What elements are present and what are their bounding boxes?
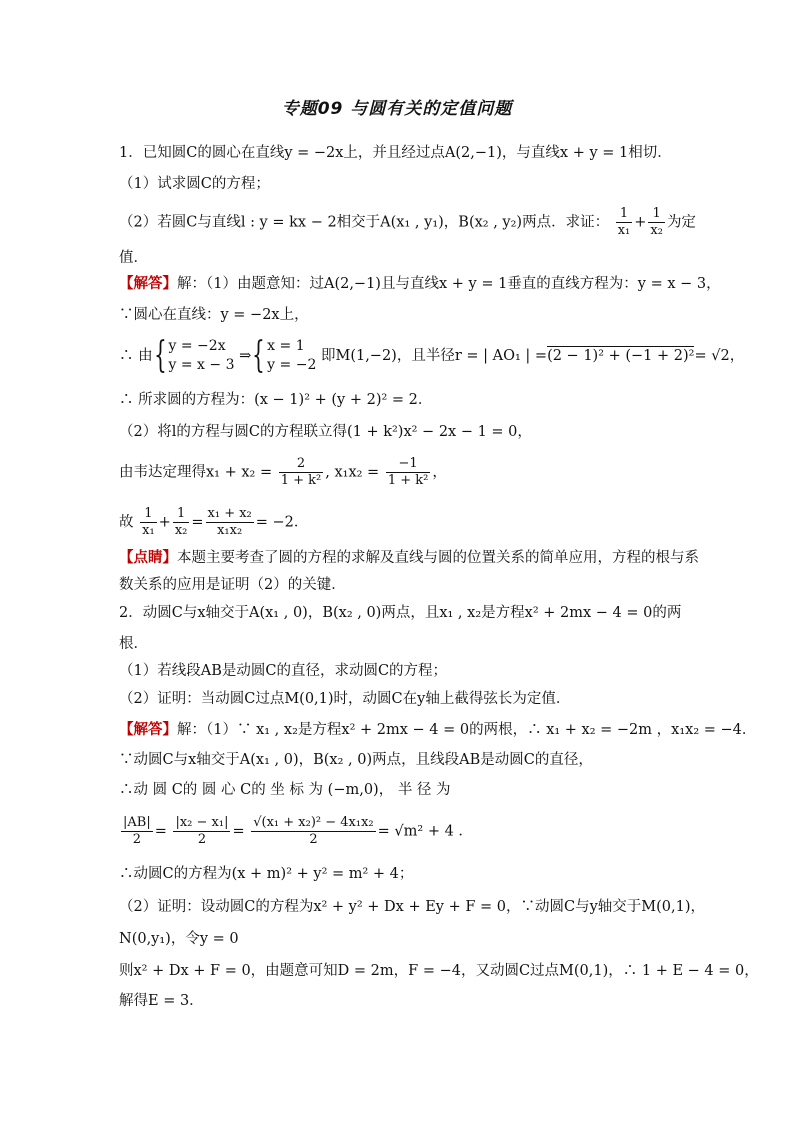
- comment-1-line-2: 数关系的应用是证明（2）的关键．: [119, 577, 346, 593]
- problem-1-part-1: （1）试求圆C的方程；: [119, 176, 270, 192]
- page-title: 专题09 与圆有关的定值问题: [281, 99, 513, 119]
- solution-1-line-1: 【解答】解：（1）由题意知：过A(2,−1)且与直线x + y = 1垂直的直线方程为：y = x − 3，: [119, 275, 721, 292]
- solution-2-radius: $\frac{|AB|}{2}$ = $\frac{\text{|x₂ − x₁|}}{2}$ = $\frac{\text{√(x₁ + x₂)² − 4x₁x₂}}{2}$ = √m² + 4 ．: [123, 815, 473, 847]
- solution-1-line-2: ∵圆心在直线：y = −2x上，: [119, 307, 309, 323]
- problem-2-part-2: （2）证明：当动圆C过点M(0,1)时，动圆C在y轴上截得弦长为定值．: [119, 691, 571, 707]
- text-line: 则x² + Dx + F = 0，由题意可知D = 2m，F = −4，又动圆C过点M(0,1)，∴ 1 + E − 4 = 0，: [119, 963, 759, 979]
- answer-tag: 【解答】: [119, 275, 177, 292]
- problem-1-part-2: （2）若圆C与直线l : y = kx − 2相交于A(x₁ , y₁)，B(x₂ , y₂)两点．求证： $\frac{1}{\text{x₁}}$ + $\frac{1}{\text{x₂}}$ 为定: [119, 206, 696, 238]
- problem-2-stem: 2．动圆C与x轴交于A(x₁ , 0)，B(x₂ , 0)两点，且x₁ , x₂是方程x² + 2mx − 4 = 0的两: [119, 605, 682, 621]
- text-line: 值．: [119, 250, 148, 266]
- text-line: N(0,y₁)，令y = 0: [119, 931, 239, 947]
- comment-tag: 【点睛】: [119, 549, 177, 566]
- solution-1-system: ∴ 由{ y = −2x y = x − 3 ⇒{ x = 1 y = −2 即M(1,−2)，且半径r = | AO₁ | =(2 − 1)² + (−1 + 2)²= √2，: [119, 335, 745, 376]
- fraction: $\frac{1}{\text{x₁}}$: [617, 206, 631, 238]
- solution-2-line-2: ∵动圆C与x轴交于A(x₁ , 0)，B(x₂ , 0)两点，且线段AB是动圆C的直径，: [119, 752, 593, 768]
- text-line: 解得E = 3．: [119, 993, 204, 1009]
- solution-1-conclusion: 故 $\frac{1}{\text{x₁}}$ + $\frac{1}{\text{x₂}}$ = $\frac{\text{x₁ + x₂}}{\text{x₁x₂}}$ = −2．: [119, 506, 309, 538]
- fraction: $\frac{1}{\text{x₂}}$: [650, 206, 663, 238]
- solution-1-vieta: 由韦达定理得x₁ + x₂ = $\frac{2}{\text{1 + k²}}$ , x₁x₂ = $\frac{-1}{\text{1 + k²}}$ ，: [119, 456, 447, 488]
- problem-2-part-1: （1）若线段AB是动圆C的直径，求动圆C的方程；: [119, 663, 448, 679]
- solution-2-part-2: （2）证明：设动圆C的方程为x² + y² + Dx + Ey + F = 0，∵动圆C与y轴交于M(0,1)，: [119, 899, 706, 915]
- solution-1-equation: ∴ 所求圆的方程为：(x − 1)² + (y + 2)² = 2．: [119, 392, 433, 408]
- answer-tag: 【解答】: [119, 721, 177, 738]
- problem-1-stem: 1．已知圆C的圆心在直线y = −2x上，并且经过点A(2,−1)，与直线x + y = 1相切．: [119, 145, 672, 161]
- solution-2-line-1: 【解答】解：（1）∵ x₁ , x₂是方程x² + 2mx − 4 = 0的两根，∴ x₁ + x₂ = −2m ，x₁x₂ = −4．: [119, 721, 757, 738]
- comment-1-line-1: 【点睛】本题主要考查了圆的方程的求解及直线与圆的位置关系的简单应用，方程的根与系: [119, 549, 699, 566]
- solution-1-part-2: （2）将l的方程与圆C的方程联立得(1 + k²)x² − 2x − 1 = 0，: [119, 424, 532, 440]
- solution-2-equation: ∴动圆C的方程为(x + m)² + y² = m² + 4；: [119, 866, 414, 882]
- text-line: 根．: [119, 636, 148, 652]
- solution-2-line-3: ∴动 圆 C的 圆 心 C的 坐 标 为 (−m,0)， 半 径 为: [119, 782, 451, 798]
